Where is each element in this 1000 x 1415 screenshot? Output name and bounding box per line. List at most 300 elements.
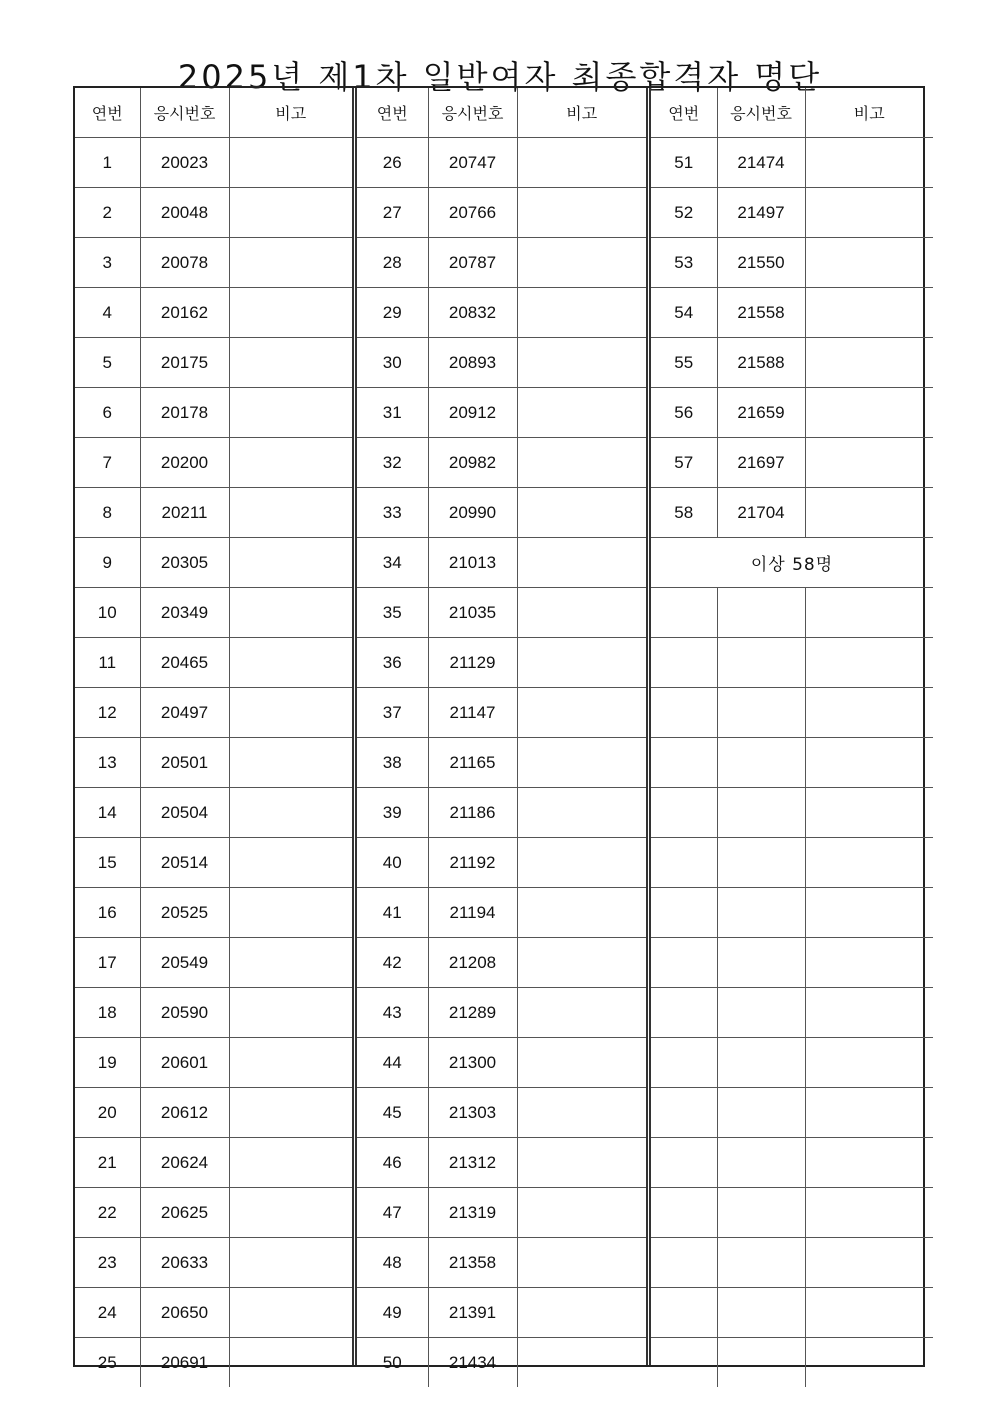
table-row [651,238,933,288]
empty-cell [805,1088,933,1138]
seq-cell: 49 [357,1288,428,1338]
seq-cell: 57 [651,438,717,488]
note-cell [805,188,933,238]
exam-number-cell: 20633 [140,1238,229,1288]
note-cell [229,1238,352,1288]
table-row [75,338,352,388]
note-cell [517,438,646,488]
note-cell [517,138,646,188]
header-note: 비고 [805,88,933,138]
note-cell [517,1338,646,1388]
table-row [357,588,646,638]
note-cell [517,988,646,1038]
seq-cell: 21 [75,1138,140,1188]
note-cell [517,538,646,588]
table-row [357,1038,646,1088]
exam-number-cell: 21659 [717,388,805,438]
empty-cell [717,888,805,938]
empty-row [651,588,933,638]
empty-cell [651,838,717,888]
seq-cell: 25 [75,1338,140,1388]
empty-cell [651,1138,717,1188]
note-cell [229,988,352,1038]
exam-number-cell: 21192 [428,838,517,888]
table-row [357,338,646,388]
note-cell [229,188,352,238]
exam-number-cell: 20787 [428,238,517,288]
exam-number-cell: 20590 [140,988,229,1038]
seq-cell: 2 [75,188,140,238]
empty-cell [717,1288,805,1338]
note-cell [517,788,646,838]
note-cell [229,1338,352,1388]
empty-cell [717,1138,805,1188]
empty-cell [805,788,933,838]
seq-cell: 29 [357,288,428,338]
exam-number-cell: 20211 [140,488,229,538]
seq-cell: 55 [651,338,717,388]
seq-cell: 34 [357,538,428,588]
header-exam-number: 응시번호 [717,88,805,138]
note-cell [805,388,933,438]
results-table [73,86,925,1372]
header-seq: 연번 [75,88,140,138]
exam-number-cell: 21300 [428,1038,517,1088]
empty-cell [651,1288,717,1338]
empty-cell [651,888,717,938]
seq-cell: 23 [75,1238,140,1288]
header-exam-number: 응시번호 [428,88,517,138]
empty-cell [805,688,933,738]
table-row [357,1188,646,1238]
exam-number-cell: 20990 [428,488,517,538]
seq-cell: 54 [651,288,717,338]
seq-cell: 52 [651,188,717,238]
exam-number-cell: 20349 [140,588,229,638]
note-cell [229,888,352,938]
table-row [75,738,352,788]
seq-cell: 40 [357,838,428,888]
empty-cell [651,1088,717,1138]
seq-cell: 22 [75,1188,140,1238]
seq-cell: 6 [75,388,140,438]
empty-cell [651,1238,717,1288]
seq-cell: 31 [357,388,428,438]
note-cell [517,888,646,938]
empty-row [651,988,933,1038]
note-cell [805,138,933,188]
note-cell [517,1288,646,1338]
empty-cell [717,988,805,1038]
table-row [75,188,352,238]
table-row [357,1338,646,1388]
empty-cell [717,838,805,888]
note-cell [805,488,933,538]
table-row [75,1338,352,1388]
seq-cell: 39 [357,788,428,838]
note-cell [229,138,352,188]
seq-cell: 28 [357,238,428,288]
empty-cell [717,1238,805,1288]
exam-number-cell: 21312 [428,1138,517,1188]
exam-number-cell: 20497 [140,688,229,738]
empty-cell [651,988,717,1038]
empty-cell [717,588,805,638]
seq-cell: 10 [75,588,140,638]
table-row [75,388,352,438]
exam-number-cell: 21013 [428,538,517,588]
empty-cell [805,838,933,888]
table-row [651,138,933,188]
table-row [357,888,646,938]
table-row [75,438,352,488]
table-row [75,1288,352,1338]
seq-cell: 44 [357,1038,428,1088]
seq-cell: 16 [75,888,140,938]
table-row [651,438,933,488]
table-row [357,1088,646,1138]
seq-cell: 47 [357,1188,428,1238]
empty-cell [651,1338,717,1388]
header-seq: 연번 [357,88,428,138]
table-header-row [651,88,933,138]
seq-cell: 36 [357,638,428,688]
seq-cell: 15 [75,838,140,888]
seq-cell: 7 [75,438,140,488]
exam-number-cell: 20162 [140,288,229,338]
empty-cell [717,1338,805,1388]
note-cell [229,538,352,588]
exam-number-cell: 20912 [428,388,517,438]
header-note: 비고 [229,88,352,138]
table-row [651,188,933,238]
table-row [75,1088,352,1138]
note-cell [229,238,352,288]
note-cell [517,1038,646,1088]
table-row [651,488,933,538]
seq-cell: 4 [75,288,140,338]
exam-number-cell: 20832 [428,288,517,338]
exam-number-cell: 20625 [140,1188,229,1238]
note-cell [229,688,352,738]
seq-cell: 45 [357,1088,428,1138]
note-cell [517,938,646,988]
table-row [75,488,352,538]
exam-number-cell: 20514 [140,838,229,888]
exam-number-cell: 21358 [428,1238,517,1288]
table-header-row [357,88,646,138]
exam-number-cell: 20305 [140,538,229,588]
empty-cell [651,938,717,988]
table-row [75,938,352,988]
table-row [357,1288,646,1338]
total-count-summary: 이상 58명 [651,538,933,588]
exam-number-cell: 21697 [717,438,805,488]
note-cell [229,488,352,538]
table-row [357,238,646,288]
seq-cell: 13 [75,738,140,788]
table-row [357,488,646,538]
table-row [357,288,646,338]
table-row [75,988,352,1038]
seq-cell: 9 [75,538,140,588]
empty-cell [805,1038,933,1088]
exam-number-cell: 21208 [428,938,517,988]
empty-cell [717,938,805,988]
exam-number-cell: 21186 [428,788,517,838]
empty-cell [717,788,805,838]
exam-number-cell: 21588 [717,338,805,388]
exam-number-cell: 20501 [140,738,229,788]
header-note: 비고 [517,88,646,138]
table-row [75,288,352,338]
empty-cell [651,788,717,838]
page-title: 2025년 제1차 일반여자 최종합격자 명단 [177,58,823,97]
seq-cell: 35 [357,588,428,638]
exam-number-cell: 20612 [140,1088,229,1138]
table-row [357,138,646,188]
seq-cell: 38 [357,738,428,788]
empty-cell [651,1038,717,1088]
note-cell [517,1188,646,1238]
exam-number-cell: 20766 [428,188,517,238]
table-row [357,788,646,838]
note-cell [229,1138,352,1188]
table-row [75,588,352,638]
seq-cell: 51 [651,138,717,188]
note-cell [517,1088,646,1138]
empty-cell [805,1138,933,1188]
exam-number-cell: 20982 [428,438,517,488]
table-row [75,888,352,938]
seq-cell: 32 [357,438,428,488]
seq-cell: 48 [357,1238,428,1288]
empty-cell [651,688,717,738]
empty-row [651,938,933,988]
note-cell [229,938,352,988]
note-cell [805,338,933,388]
empty-row [651,1138,933,1188]
note-cell [229,438,352,488]
note-cell [229,788,352,838]
note-cell [229,1038,352,1088]
table-row [75,1188,352,1238]
seq-cell: 56 [651,388,717,438]
note-cell [229,288,352,338]
table-row [75,788,352,838]
seq-cell: 50 [357,1338,428,1388]
exam-number-cell: 20650 [140,1288,229,1338]
note-cell [517,688,646,738]
empty-cell [717,638,805,688]
empty-cell [651,638,717,688]
note-cell [517,188,646,238]
seq-cell: 1 [75,138,140,188]
empty-cell [805,1288,933,1338]
note-cell [517,588,646,638]
empty-row [651,838,933,888]
table-row [75,238,352,288]
seq-cell: 24 [75,1288,140,1338]
exam-number-cell: 20504 [140,788,229,838]
exam-number-cell: 21165 [428,738,517,788]
note-cell [517,238,646,288]
exam-number-cell: 20465 [140,638,229,688]
note-cell [517,288,646,338]
empty-cell [805,988,933,1038]
note-cell [517,838,646,888]
exam-number-cell: 21474 [717,138,805,188]
empty-cell [651,738,717,788]
seq-cell: 20 [75,1088,140,1138]
table-row [357,188,646,238]
table-row [357,388,646,438]
table-row [357,938,646,988]
exam-number-cell: 21303 [428,1088,517,1138]
seq-cell: 37 [357,688,428,738]
table-row [357,688,646,738]
seq-cell: 43 [357,988,428,1038]
empty-cell [717,1188,805,1238]
header-exam-number: 응시번호 [140,88,229,138]
table-row [651,388,933,438]
note-cell [517,738,646,788]
exam-number-cell: 21289 [428,988,517,1038]
table-row [75,688,352,738]
table-block-2 [352,88,646,1372]
empty-cell [651,1188,717,1238]
exam-number-cell: 20048 [140,188,229,238]
note-cell [229,1188,352,1238]
exam-number-cell: 21194 [428,888,517,938]
seq-cell: 42 [357,938,428,988]
table-row [75,538,352,588]
exam-number-cell: 20078 [140,238,229,288]
exam-number-cell: 20023 [140,138,229,188]
empty-row [651,1038,933,1088]
note-cell [229,338,352,388]
empty-cell [651,588,717,638]
exam-number-cell: 20200 [140,438,229,488]
seq-cell: 26 [357,138,428,188]
seq-cell: 27 [357,188,428,238]
seq-cell: 53 [651,238,717,288]
exam-number-cell: 21391 [428,1288,517,1338]
seq-cell: 12 [75,688,140,738]
exam-number-cell: 20601 [140,1038,229,1088]
table-row [357,438,646,488]
note-cell [229,1088,352,1138]
table-block-3 [646,88,933,1365]
table-row [357,738,646,788]
table-row [357,1238,646,1288]
note-cell [229,638,352,688]
table-header-row [75,88,352,138]
summary-row [651,538,933,588]
empty-cell [805,1188,933,1238]
note-cell [805,438,933,488]
table-row [75,1138,352,1188]
exam-number-cell: 20178 [140,388,229,438]
exam-number-cell: 21319 [428,1188,517,1238]
empty-cell [717,1088,805,1138]
table-row [357,838,646,888]
empty-row [651,1288,933,1338]
note-cell [805,238,933,288]
note-cell [517,638,646,688]
empty-row [651,1238,933,1288]
exam-number-cell: 20624 [140,1138,229,1188]
exam-number-cell: 21434 [428,1338,517,1388]
table-row [357,1138,646,1188]
note-cell [517,388,646,438]
exam-number-cell: 20525 [140,888,229,938]
seq-cell: 8 [75,488,140,538]
empty-cell [717,1038,805,1088]
table-row [75,1238,352,1288]
seq-cell: 14 [75,788,140,838]
empty-cell [805,588,933,638]
empty-cell [805,738,933,788]
header-seq: 연번 [651,88,717,138]
table-row [357,988,646,1038]
table-block-1 [75,88,352,1372]
empty-row [651,738,933,788]
seq-cell: 41 [357,888,428,938]
seq-cell: 5 [75,338,140,388]
exam-number-cell: 20893 [428,338,517,388]
table-row [75,1038,352,1088]
seq-cell: 58 [651,488,717,538]
seq-cell: 11 [75,638,140,688]
exam-number-cell: 21035 [428,588,517,638]
empty-cell [805,1238,933,1288]
exam-number-cell: 21704 [717,488,805,538]
exam-number-cell: 21129 [428,638,517,688]
exam-number-cell: 20549 [140,938,229,988]
empty-row [651,688,933,738]
exam-number-cell: 21558 [717,288,805,338]
table-row [357,538,646,588]
table-row [357,638,646,688]
note-cell [229,588,352,638]
empty-cell [805,888,933,938]
empty-cell [805,638,933,688]
empty-row [651,1188,933,1238]
exam-number-cell: 20747 [428,138,517,188]
seq-cell: 19 [75,1038,140,1088]
exam-number-cell: 21497 [717,188,805,238]
note-cell [229,738,352,788]
exam-number-cell: 21550 [717,238,805,288]
seq-cell: 46 [357,1138,428,1188]
note-cell [229,388,352,438]
note-cell [517,1238,646,1288]
note-cell [517,488,646,538]
table-row [75,138,352,188]
seq-cell: 17 [75,938,140,988]
note-cell [517,1138,646,1188]
table-row [75,838,352,888]
empty-cell [717,688,805,738]
note-cell [805,288,933,338]
empty-cell [805,938,933,988]
empty-cell [805,1338,933,1388]
seq-cell: 18 [75,988,140,1038]
table-row [651,338,933,388]
seq-cell: 3 [75,238,140,288]
table-row [651,288,933,338]
